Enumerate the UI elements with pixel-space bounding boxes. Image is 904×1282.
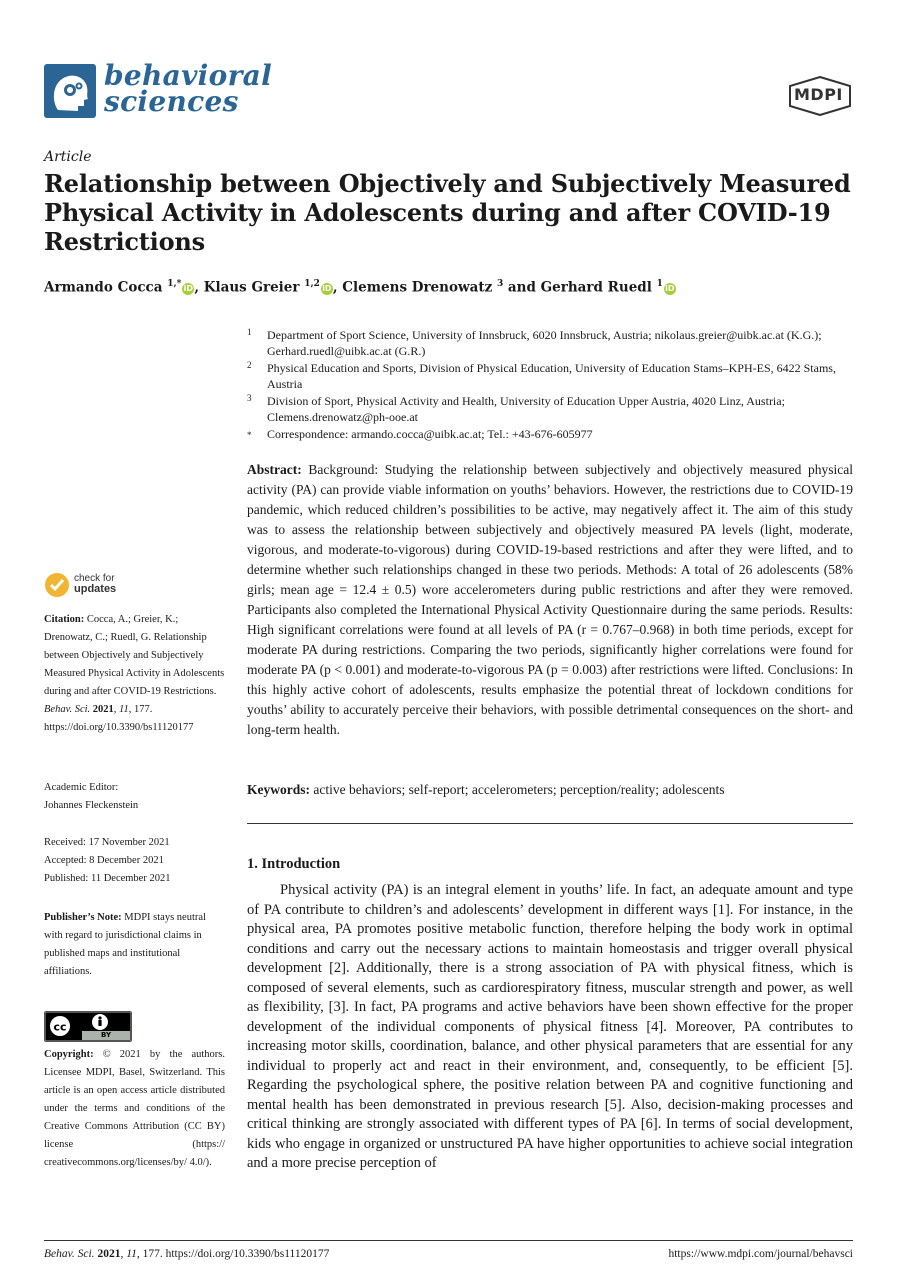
author-name[interactable]: and Gerhard Ruedl xyxy=(503,279,652,296)
journal-name-line2: sciences xyxy=(104,85,239,118)
mdpi-logo[interactable] xyxy=(787,76,853,120)
check-updates-line2: updates xyxy=(74,583,117,595)
check-updates-line1: check for xyxy=(74,573,115,584)
affiliation-number: 3 xyxy=(247,393,252,403)
footer-volume: , 11 xyxy=(120,1248,137,1260)
cc-by-label: BY xyxy=(101,1031,112,1039)
author-affiliation: 3 xyxy=(496,279,504,289)
abstract-text: Background: Studying the relationship between subjectively and objectively measured physical activity (PA) can provide viable information on youths’ behaviors. However, the restrictions due to COVID-19 pandemic, which reduced children’s possibilities to be active, may negatively affect it. The aim of this study was to assess the relationship between subjectively and objectively measured PA levels (light, moderate, vigorous, and moderate-to-vigorous) during COVID-19-based restrictions and after they were lifted, and to determine whether such relationships changed in these two periods. Methods: A total of 26 adolescents (58% girls; mean age = 12.4 ± 0.5) wore accelerometers during public restrictions and after they were removed. Participants also completed the International Physical Activity Questionnaire during the same periods. Results: High significant correlations were found at all levels of PA (r = 0.767–0.968) in both time periods, except for moderate PA during restrictions. Comparing the two periods, significantly higher correlations were found for moderate PA (p < 0.001) and moderate-to-vigorous PA (p = 0.003) after restrictions were lifted. Conclusions: In this highly active cohort of adolescents, results emphasize the potential threat of lockdown conditions for youths’ ability to accurately perceive their behaviors, with possible detrimental consequences on the short- and long-term health. xyxy=(247,462,853,737)
author-name[interactable]: Armando Cocca xyxy=(44,279,163,296)
paper-title: Relationship between Objectively and Subjectively Measured Physical Activity in Adolescents during and after COVID-19 Restrictions xyxy=(44,169,851,256)
affiliation-number: 2 xyxy=(247,360,252,370)
copyright-text: © 2021 by the authors. Licensee MDPI, Basel, Switzerland. This article is an open access article distributed under the terms and conditions of the Creative Commons Attribution (CC BY) license (https:// creativecommons.org/licenses/by/ 4.0/). xyxy=(44,1049,225,1168)
section-heading: 1. Introduction xyxy=(247,856,341,872)
editor-name: Johannes Fleckenstein xyxy=(44,800,139,811)
correspondence-text: Correspondence: armando.cocca@uibk.ac.at; Tel.: +43-676-605977 xyxy=(267,427,593,441)
keywords-label: Keywords: xyxy=(247,782,310,797)
affiliation-number: * xyxy=(247,430,252,440)
cc-by-license-icon[interactable] xyxy=(44,1011,132,1042)
author-list xyxy=(44,279,676,296)
check-updates-icon xyxy=(44,572,70,598)
journal-name xyxy=(104,59,273,118)
publisher-note-label: Publisher’s Note: xyxy=(44,912,122,923)
copyright-block xyxy=(44,1046,225,1172)
citation-label: Citation: xyxy=(44,614,85,625)
copyright-label: Copyright: xyxy=(44,1049,94,1060)
citation-doi[interactable]: , 177. https://doi.org/10.3390/bs11120177 xyxy=(44,704,194,733)
publisher-note xyxy=(44,909,225,981)
citation-text: Cocca, A.; Greier, K.; Drenowatz, C.; Ruedl, G. Relationship between Objectively and Subjectively Measured Physical Activity in Adolescents during and after COVID-19 Restrictions. xyxy=(44,614,225,697)
citation-volume: , 11 xyxy=(113,704,129,715)
journal-name-line1: behavioral xyxy=(104,59,273,92)
accepted-date: Accepted: 8 December 2021 xyxy=(44,855,164,866)
abstract xyxy=(247,460,853,740)
mdpi-logo-text: MDPI xyxy=(794,85,843,104)
affiliation-text: Physical Education and Sports, Division of Physical Education, University of Education Stams–KPH-ES, 6422 Stams, Austria xyxy=(267,361,836,391)
published-date: Published: 11 December 2021 xyxy=(44,873,171,884)
article-type: Article xyxy=(44,149,92,165)
dates-block xyxy=(44,834,225,888)
citation-journal: Behav. Sci. xyxy=(44,704,91,715)
author-name[interactable]: , Klaus Greier xyxy=(194,279,300,296)
intro-paragraph: Physical activity (PA) is an integral element in youths’ life. In fact, an adequate amount and type of PA contribute to children’s and adolescents’ development in different ways [1]. For instance, in the physical area, PA promotes positive metabolic function, therefore helping the body work in optimal conditions and carry out the necessary actions to maintain homeostasis and trigger overall physical development [2]. Additionally, there is a strong association of PA with physical fitness, which is composed of several elements, such as cardiorespiratory fitness, muscular strength and power, as well as flexibility, [3]. In fact, PA programs and active behaviors have been shown effective for the proper development of the individual components of physical fitness [4]. Moreover, PA contributes to increasing motor skills, coordination, balance, and other physical parameters that are essential for any individual to properly act and react in their environment, and, consequently, to be efficient [5]. Regarding the psychological sphere, the positive relation between PA and cognitive functioning and mental health has been demonstrated in previous research [5]. Also, decision-making processes and critical thinking are strongly associated with different types of PA [6]. In terms of social development, kids who engage in organized or unstructured PA have higher opportunities to achieve social integration and a more precise perception of xyxy=(247,882,853,1171)
footer-journal-url[interactable]: https://www.mdpi.com/journal/behavsci xyxy=(668,1248,853,1260)
author-affiliation: 1 xyxy=(656,279,663,289)
orcid-icon[interactable]: iD xyxy=(183,283,194,293)
orcid-icon[interactable]: iD xyxy=(322,283,332,293)
affiliation-item xyxy=(247,426,857,442)
svg-text:cc: cc xyxy=(53,1020,67,1034)
author-affiliation: 1,* xyxy=(167,279,182,289)
affiliation-item xyxy=(247,360,857,392)
divider xyxy=(247,823,853,824)
citation-year: 2021 xyxy=(90,704,114,715)
footer-doi[interactable]: , 177. https://doi.org/10.3390/bs11120177 xyxy=(136,1248,330,1260)
editor-block xyxy=(44,779,225,815)
abstract-label: Abstract: xyxy=(247,462,302,477)
footer-divider xyxy=(44,1240,853,1241)
publisher-note-text: MDPI stays neutral with regard to jurisdictional claims in published maps and institutional affiliations. xyxy=(44,912,206,977)
footer-year: 2021 xyxy=(94,1248,121,1260)
affiliation-text: Department of Sport Science, University of Innsbruck, 6020 Innsbruck, Austria; nikolaus.greier@uibk.ac.at (K.G.); Gerhard.ruedl@uibk.ac.at (G.R.) xyxy=(267,328,822,358)
affiliation-item xyxy=(247,393,857,425)
keywords-text: active behaviors; self-report; accelerometers; perception/reality; adolescents xyxy=(310,782,725,797)
check-updates-label xyxy=(74,574,116,594)
footer-citation xyxy=(44,1248,329,1260)
keywords xyxy=(247,780,853,800)
author-affiliation: 1,2 xyxy=(304,279,320,289)
received-date: Received: 17 November 2021 xyxy=(44,837,170,848)
journal-logo-icon xyxy=(44,64,96,118)
affiliation-item xyxy=(247,327,857,359)
orcid-icon[interactable]: iD xyxy=(665,283,675,293)
editor-label: Academic Editor: xyxy=(44,782,119,793)
affiliation-text: Division of Sport, Physical Activity and Health, University of Education Upper Austria, 4020 Linz, Austria; Clemens.drenowatz@ph-ooe.at xyxy=(267,394,785,424)
affiliation-number: 1 xyxy=(247,327,252,337)
author-name[interactable]: , Clemens Drenowatz xyxy=(332,279,493,296)
footer-journal: Behav. Sci. xyxy=(44,1248,95,1260)
citation-block xyxy=(44,611,225,737)
